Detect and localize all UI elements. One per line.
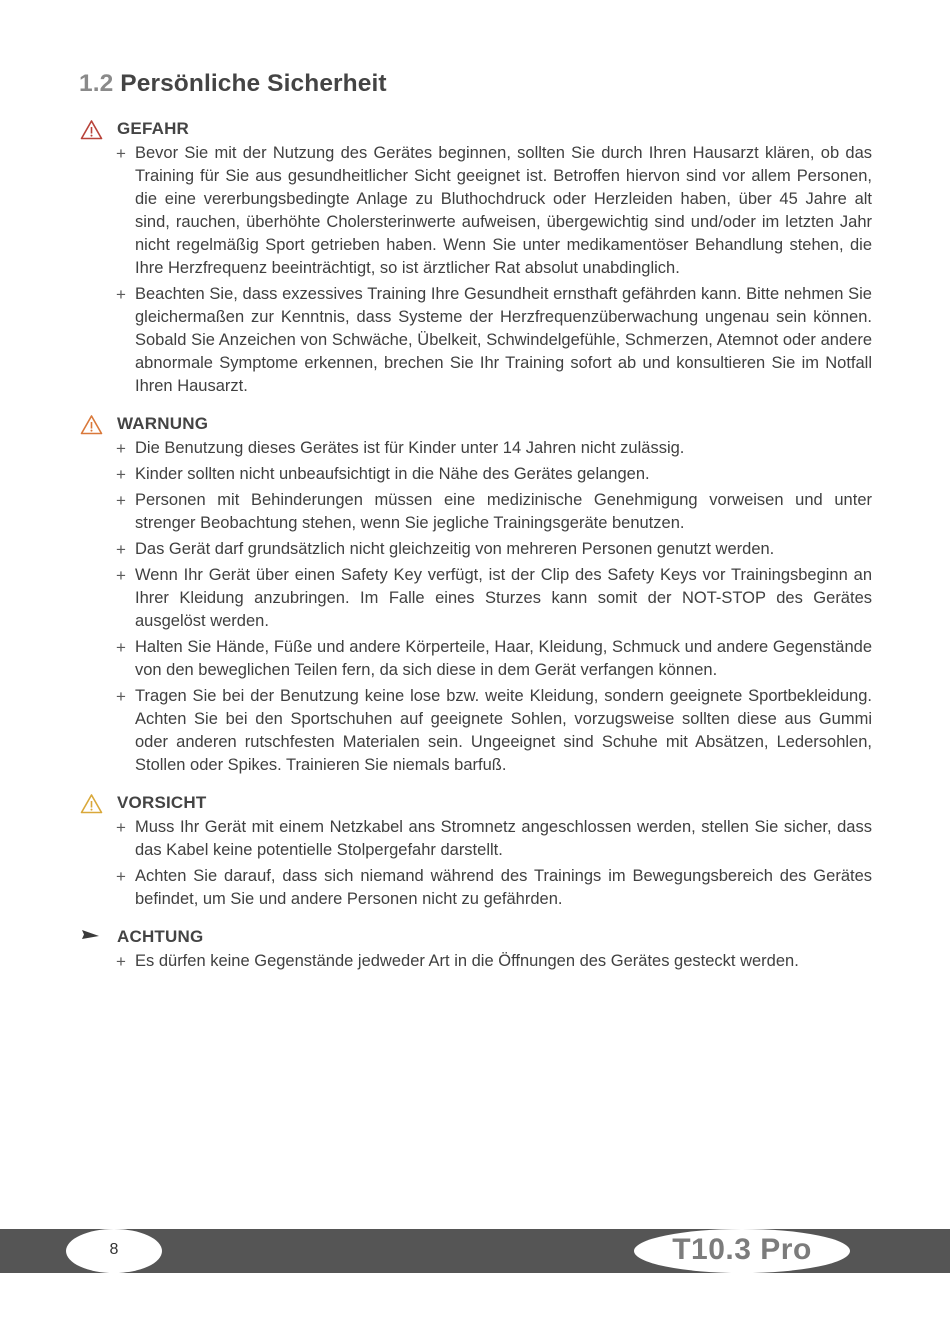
plus-bullet-icon: + (116, 952, 126, 971)
plus-bullet-icon: + (116, 867, 126, 886)
plus-bullet-icon: + (116, 144, 126, 163)
section-header (80, 926, 875, 950)
list-item-text: Muss Ihr Gerät mit einem Netzkabel ans Stromnetz angeschlossen werden, stellen Sie sicher, dass das Kabel keine potentielle Stolpergefahr darstellt. (135, 818, 872, 859)
plus-bullet-icon: + (116, 638, 126, 657)
plus-bullet-icon: + (116, 491, 126, 510)
list-item-text: Beachten Sie, dass exzessives Training Ihre Gesundheit ernsthaft gefährden kann. Bitte nehmen Sie gleichermaßen zur Kenntnis, dass Systeme der Herzfrequenzüberwachung ungenau sein können. Sobald Sie Anzeichen von Schwäche, Übelkeit, Schwindelgefühle, Schmerzen, Atemnot oder andere abnormale Symptome erkennen, brechen Sie Ihr Training sofort ab und konsultieren Sie im Notfall Ihren Hausarzt. (135, 285, 872, 395)
page-title (79, 70, 387, 98)
item-list (80, 950, 875, 973)
list-item (80, 283, 875, 398)
section-heading: VORSICHT (117, 793, 207, 812)
list-item-text: Bevor Sie mit der Nutzung des Gerätes beginnen, sollten Sie durch Ihren Hausarzt klären, ob das Training für Sie aus gesundheitlicher Sicht geeignet ist. Betroffen hiervon sind vor allem Personen, die eine vererbungsbedingte Anlage zu Bluthochdruck oder Herzleiden haben, über 45 Jahre alt sind, rauchen, überhöhte Cholersterinwerte aufweisen, übergewichtig sind und/oder im letzten Jahr nicht regelmäßig Sport getrieben haben. Wenn Sie unter medikamentöser Behandlung stehen, die Ihre Herzfrequenz beeinträchtigt, so ist ärztlicher Rat absolut unabdinglich. (135, 144, 872, 277)
list-item-text: Kinder sollten nicht unbeaufsichtigt in die Nähe des Gerätes gelangen. (135, 465, 650, 483)
section-achtung (80, 926, 875, 973)
plus-bullet-icon: + (116, 818, 126, 837)
list-item (80, 685, 875, 777)
item-list (80, 142, 875, 398)
plus-bullet-icon: + (116, 465, 126, 484)
list-item-text: Die Benutzung dieses Gerätes ist für Kinder unter 14 Jahren nicht zulässig. (135, 439, 685, 457)
section-header (80, 118, 875, 142)
plus-bullet-icon: + (116, 687, 126, 706)
model-badge (634, 1229, 850, 1273)
warning-triangle-icon (80, 119, 103, 140)
item-list (80, 816, 875, 911)
plus-bullet-icon: + (116, 540, 126, 559)
section-warnung (80, 413, 875, 777)
safety-content (80, 118, 875, 988)
list-item (80, 437, 875, 460)
section-number: 1.2 (79, 70, 114, 97)
list-item (80, 865, 875, 911)
arrow-pointer-icon (80, 927, 103, 948)
list-item-text: Achten Sie darauf, dass sich niemand während des Trainings im Bewegungsbereich des Gerätes befindet, um Sie und andere Personen nicht zu gefährden. (135, 867, 872, 908)
plus-bullet-icon: + (116, 285, 126, 304)
list-item (80, 463, 875, 486)
list-item (80, 564, 875, 633)
list-item (80, 142, 875, 280)
list-item-text: Es dürfen keine Gegenstände jedweder Art in die Öffnungen des Gerätes gesteckt werden. (135, 952, 799, 970)
list-item (80, 538, 875, 561)
section-header (80, 413, 875, 437)
list-item-text: Das Gerät darf grundsätzlich nicht gleichzeitig von mehreren Personen genutzt werden. (135, 540, 775, 558)
item-list (80, 437, 875, 777)
list-item (80, 636, 875, 682)
page-number: 8 (109, 1241, 119, 1258)
section-header (80, 792, 875, 816)
section-vorsicht (80, 792, 875, 911)
plus-bullet-icon: + (116, 566, 126, 585)
section-gefahr (80, 118, 875, 398)
list-item (80, 816, 875, 862)
section-heading: GEFAHR (117, 119, 190, 138)
list-item-text: Halten Sie Hände, Füße und andere Körperteile, Haar, Kleidung, Schmuck und andere Gegenstände von den beweglichen Teilen fern, da sich diese in dem Gerät verfangen können. (135, 638, 872, 679)
plus-bullet-icon: + (116, 439, 126, 458)
list-item (80, 489, 875, 535)
section-title: Persönliche Sicherheit (120, 70, 387, 97)
list-item-text: Personen mit Behinderungen müssen eine medizinische Genehmigung vorweisen und unter strenger Beobachtung stehen, wenn Sie jegliche Trainingsgeräte benutzen. (135, 491, 872, 532)
warning-triangle-icon (80, 414, 103, 435)
page-number-badge (66, 1229, 162, 1273)
list-item-text: Tragen Sie bei der Benutzung keine lose bzw. weite Kleidung, sondern geeignete Sportbekleidung. Achten Sie bei den Sportschuhen auf geeignete Sohlen, vorzugsweise sollten diese aus Gummi oder anderen rutschfesten Materialen sein. Ungeeignet sind Schuhe mit Absätzen, Ledersohlen, Stollen oder Spikes. Trainieren Sie niemals barfuß. (135, 687, 872, 774)
list-item-text: Wenn Ihr Gerät über einen Safety Key verfügt, ist der Clip des Safety Keys vor Trainingsbeginn an Ihrer Kleidung anzubringen. Im Falle eines Sturzes kann somit der NOT-STOP des Gerätes ausgelöst werden. (135, 566, 872, 630)
warning-triangle-icon (80, 793, 103, 814)
section-heading: ACHTUNG (117, 927, 204, 946)
model-name: T10.3 Pro (672, 1233, 812, 1266)
list-item (80, 950, 875, 973)
section-heading: WARNUNG (117, 414, 209, 433)
